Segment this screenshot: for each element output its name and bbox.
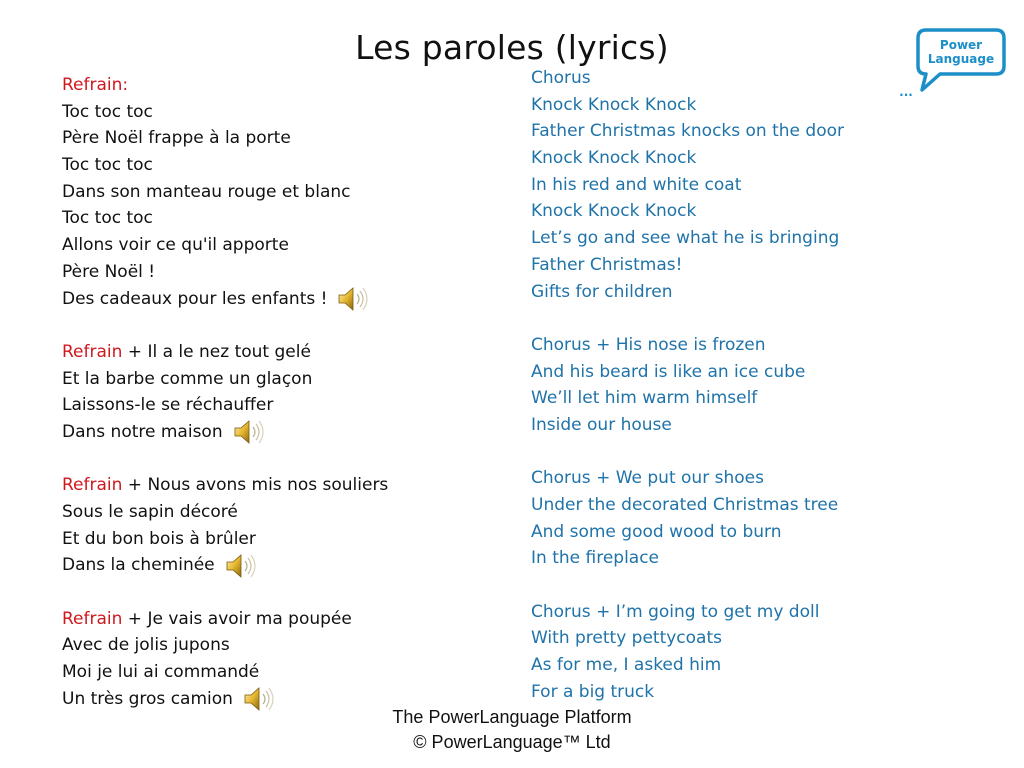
lyric-line: Père Noël frappe à la porte xyxy=(62,128,291,149)
lyric-line: Gifts for children xyxy=(531,281,673,302)
lyric-line: Avec de jolis jupons xyxy=(62,635,230,656)
lyric-line: And his beard is like an ice cube xyxy=(531,361,806,382)
lyric-line: Et la barbe comme un glaçon xyxy=(62,368,313,389)
lyric-line: As for me, I asked him xyxy=(531,655,722,676)
lyric-text: + Il a le nez tout gelé xyxy=(122,341,311,362)
lyric-line: Knock Knock Knock xyxy=(531,94,697,115)
logo-line1: Power xyxy=(939,38,983,52)
lyric-line: Dans son manteau rouge et blanc xyxy=(62,181,351,202)
lyric-line: Sous le sapin décoré xyxy=(62,502,238,522)
footer-platform: The PowerLanguage Platform xyxy=(392,707,632,727)
refrain-label: Refrain xyxy=(62,341,123,362)
footer-copyright: © PowerLanguage™ Ltd xyxy=(413,732,611,752)
lyric-line: Père Noël ! xyxy=(62,261,156,282)
lyric-line: For a big truck xyxy=(531,681,655,702)
powerlanguage-logo xyxy=(896,26,1008,100)
logo-dots: ... xyxy=(899,85,913,99)
lyric-line: In the fireplace xyxy=(531,548,660,569)
lyric-line: In his red and white coat xyxy=(531,174,742,195)
lyric-line: Under the decorated Christmas tree xyxy=(531,495,839,515)
lyric-text: + Nous avons mis nos souliers xyxy=(122,475,389,496)
lyric-line-with-audio xyxy=(62,286,388,313)
lyric-line: Chorus xyxy=(531,68,591,88)
lyric-line: Chorus + We put our shoes xyxy=(531,468,764,489)
lyric-line: And some good wood to burn xyxy=(531,521,782,542)
verse-start-line xyxy=(62,339,388,366)
lyric-line: Toc toc toc xyxy=(62,208,153,229)
lyric-line: Father Christmas! xyxy=(531,254,683,275)
english-lyrics xyxy=(531,65,844,706)
speaker-icon[interactable] xyxy=(337,285,371,313)
verse-start-line xyxy=(62,472,388,499)
lyric-line-with-audio xyxy=(62,552,388,579)
lyric-text: Un très gros camion xyxy=(62,688,233,709)
lyric-line: Knock Knock Knock xyxy=(531,201,697,222)
lyric-line: Laissons-le se réchauffer xyxy=(62,395,274,416)
lyric-line: Chorus + His nose is frozen xyxy=(531,334,766,355)
verse-start-line xyxy=(62,606,388,633)
refrain-label: Refrain xyxy=(62,608,123,629)
lyric-text: Des cadeaux pour les enfants ! xyxy=(62,288,328,309)
speaker-icon[interactable] xyxy=(233,418,267,446)
lyric-line: Inside our house xyxy=(531,414,672,435)
lyric-line: Let’s go and see what he is bringing xyxy=(531,228,840,249)
lyric-text: Dans la cheminée xyxy=(62,555,215,576)
footer xyxy=(0,705,1024,755)
lyric-line: Chorus + I’m going to get my doll xyxy=(531,601,820,622)
lyric-line: Toc toc toc xyxy=(62,101,153,122)
lyric-line-with-audio xyxy=(62,419,388,446)
page-title: Les paroles (lyrics) xyxy=(355,28,669,67)
lyric-line: Father Christmas knocks on the door xyxy=(531,121,844,142)
lyric-line: Et du bon bois à brûler xyxy=(62,528,256,549)
speaker-icon[interactable] xyxy=(225,552,259,580)
lyric-text: + Je vais avoir ma poupée xyxy=(122,608,352,629)
logo-line2: Language xyxy=(927,52,995,66)
refrain-label: Refrain xyxy=(62,475,123,496)
lyric-line: With pretty pettycoats xyxy=(531,628,722,649)
lyric-line: Knock Knock Knock xyxy=(531,148,697,169)
lyric-line: Moi je lui ai commandé xyxy=(62,662,260,683)
lyric-text: Dans notre maison xyxy=(62,421,223,442)
lyric-line: We’ll let him warm himself xyxy=(531,388,758,409)
lyric-line: Allons voir ce qu'il apporte xyxy=(62,235,289,256)
refrain-label: Refrain: xyxy=(62,75,129,95)
lyric-line: Toc toc toc xyxy=(62,155,153,176)
french-lyrics xyxy=(62,72,388,713)
